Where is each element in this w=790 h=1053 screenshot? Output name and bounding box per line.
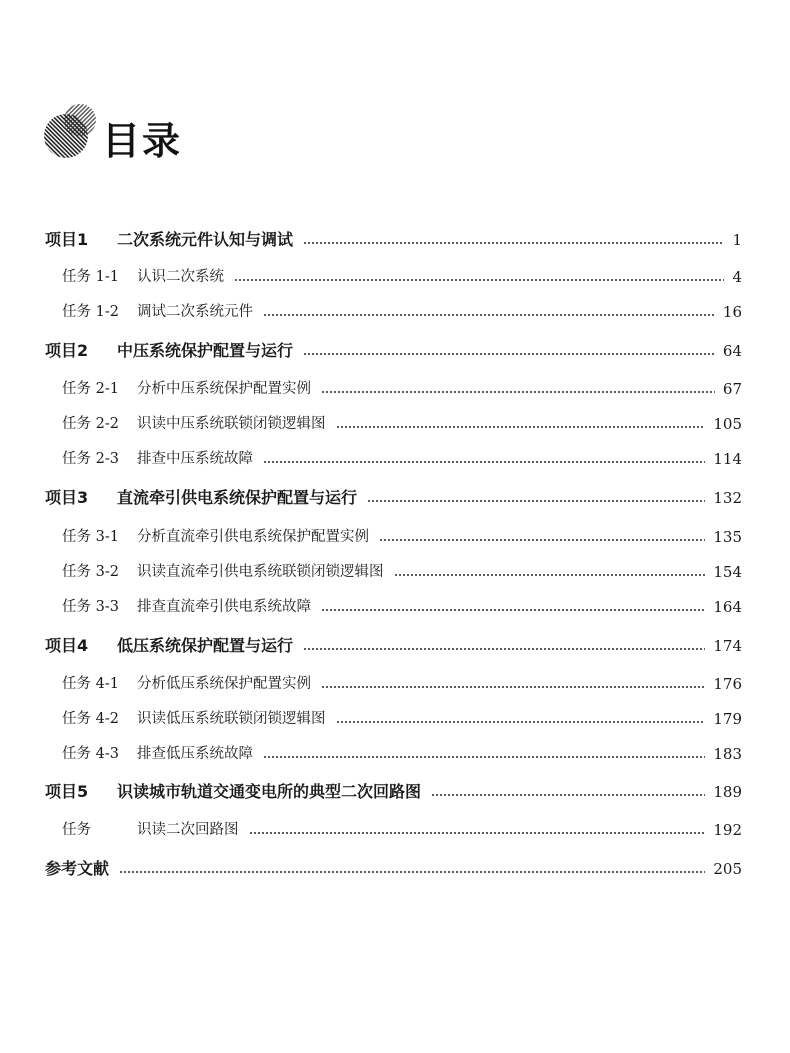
toc-leader-dots [234,279,724,281]
toc-page-number: 105 [713,415,742,433]
toc-number: 项目2 [45,341,89,360]
toc-page-number: 67 [722,380,742,398]
toc-number: 任务 4-1 [62,676,119,692]
toc-page-number: 114 [713,450,742,468]
toc-title: 分析中压系统保护配置实例 [137,381,311,397]
toc-leader-dots [321,609,705,611]
toc-leader-dots [249,832,706,834]
toc-title: 排查中压系统故障 [137,451,253,467]
toc-chapter-row[interactable] [0,857,790,881]
toc-title: 识读直流牵引供电系统联锁闭锁逻辑图 [137,564,384,580]
toc-leader-dots [336,721,706,723]
toc-section-row[interactable] [0,447,790,471]
page-title: 目录 [102,119,183,163]
toc-leader-dots [263,314,715,316]
toc-page-number: 164 [713,598,742,616]
toc-leader-dots [336,426,706,428]
toc-leader-dots [303,648,705,650]
toc-number: 任务 4-3 [62,746,119,762]
toc-number: 项目1 [45,230,89,249]
toc-chapter-row[interactable] [0,780,790,804]
toc-title: 二次系统元件认知与调试 [117,230,294,249]
toc-section-row[interactable] [0,412,790,436]
toc-leader-dots [263,461,705,463]
toc-number: 任务 2-3 [62,451,119,467]
toc-page-number: 16 [722,303,742,321]
toc-chapter-row[interactable] [0,486,790,510]
toc-title: 识读低压系统联锁闭锁逻辑图 [137,711,326,727]
toc-page-number: 179 [713,710,742,728]
toc-number: 参考文献 [45,859,110,878]
toc-title: 调试二次系统元件 [137,304,253,320]
toc-section-row[interactable] [0,300,790,324]
toc-page-number: 1 [732,231,742,249]
toc-leader-dots [321,391,715,393]
toc-page-number: 4 [732,268,742,286]
toc-title: 低压系统保护配置与运行 [117,636,294,655]
toc-chapter-row[interactable] [0,634,790,658]
striped-circles-logo-icon [42,98,108,164]
toc-title: 识读二次回路图 [137,822,239,838]
toc-title: 中压系统保护配置与运行 [117,341,294,360]
toc-section-row[interactable] [0,707,790,731]
toc-leader-dots [119,871,705,873]
toc-page-number: 189 [713,783,742,801]
toc-page-number: 64 [722,342,742,360]
toc-number: 任务 3-2 [62,564,119,580]
toc-title: 识读城市轨道交通变电所的典型二次回路图 [117,782,422,801]
toc-leader-dots [303,242,724,244]
toc-header [42,98,342,168]
toc-section-row[interactable] [0,672,790,696]
toc-section-row[interactable] [0,560,790,584]
toc-section-row[interactable] [0,742,790,766]
toc-number: 任务 1-2 [62,304,119,320]
toc-section-row[interactable] [0,525,790,549]
toc-title: 识读中压系统联锁闭锁逻辑图 [137,416,326,432]
toc-section-row[interactable] [0,377,790,401]
toc-leader-dots [431,794,705,796]
toc-number: 任务 4-2 [62,711,119,727]
toc-page-number: 154 [713,563,742,581]
toc-section-row[interactable] [0,595,790,619]
toc-section-row[interactable] [0,818,790,842]
toc-number: 项目4 [45,636,89,655]
toc-leader-dots [394,574,706,576]
toc-page-number: 192 [713,821,742,839]
toc-page-number: 176 [713,675,742,693]
toc-title: 排查直流牵引供电系统故障 [137,599,311,615]
toc-number: 任务 3-3 [62,599,119,615]
toc-page-number: 174 [713,637,742,655]
toc-number: 任务 [62,822,91,838]
toc-number: 项目3 [45,488,89,507]
toc-number: 任务 3-1 [62,529,119,545]
toc-leader-dots [303,353,715,355]
toc-number: 任务 2-2 [62,416,119,432]
toc-chapter-row[interactable] [0,339,790,363]
toc-title: 认识二次系统 [137,269,224,285]
toc-leader-dots [263,756,705,758]
toc-leader-dots [367,500,705,502]
toc-page-number: 205 [713,860,742,878]
toc-page-number: 183 [713,745,742,763]
toc-number: 项目5 [45,782,89,801]
toc-page-number: 135 [713,528,742,546]
toc-section-row[interactable] [0,265,790,289]
toc-number: 任务 1-1 [62,269,119,285]
toc-title: 排查低压系统故障 [137,746,253,762]
toc-page-number: 132 [713,489,742,507]
toc-number: 任务 2-1 [62,381,119,397]
toc-leader-dots [321,686,705,688]
toc-title: 直流牵引供电系统保护配置与运行 [117,488,358,507]
toc-title: 分析直流牵引供电系统保护配置实例 [137,529,369,545]
toc-chapter-row[interactable] [0,228,790,252]
toc-title: 分析低压系统保护配置实例 [137,676,311,692]
toc-leader-dots [379,539,705,541]
